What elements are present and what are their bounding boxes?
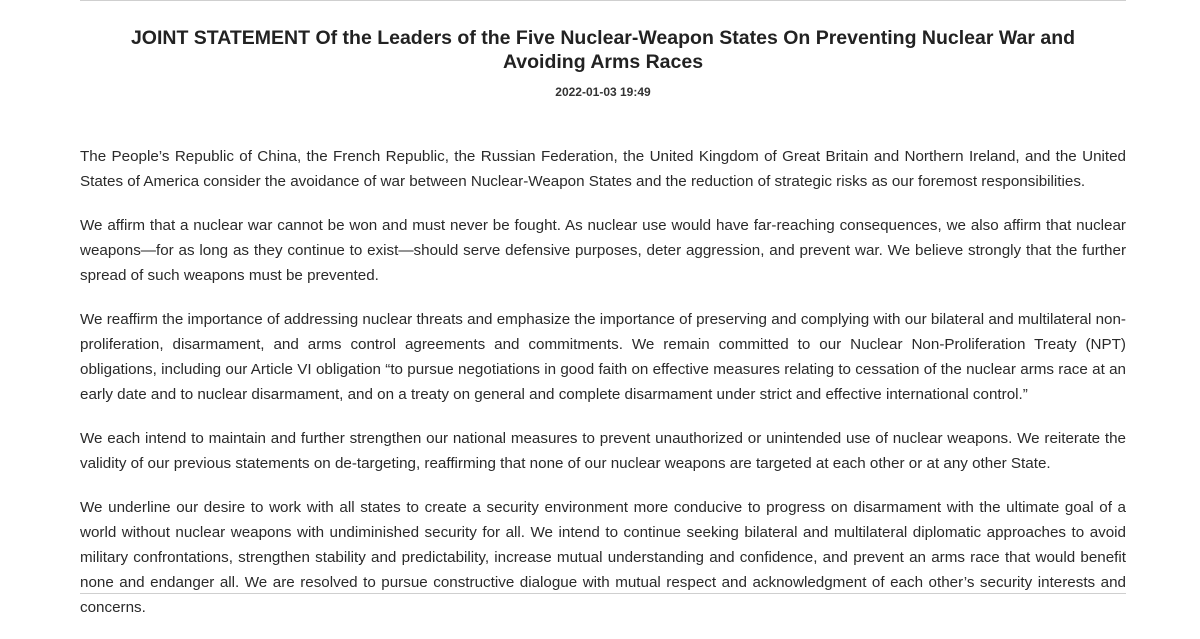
article-title: JOINT STATEMENT Of the Leaders of the Five Nuclear-Weapon States On Preventing Nuclear War and Avoiding Arms Races: [130, 27, 1076, 73]
top-divider: [80, 0, 1126, 1]
paragraph-3: We reaffirm the importance of addressing nuclear threats and emphasize the importance of preserving and complying with our bilateral and multilateral non-proliferation, disarmament, and arms control agreements and commitments. We remain committed to our Nuclear Non-Proliferation Treaty (NPT) obligations, including our Article VI obligation “to pursue negotiations in good faith on effective measures relating to cessation of the nuclear arms race at an early date and to nuclear disarmament, and on a treaty on general and complete disarmament under strict and effective international control.”: [80, 311, 1126, 403]
bottom-divider: [80, 593, 1126, 594]
paragraph-2: We affirm that a nuclear war cannot be won and must never be fought. As nuclear use would have far-reaching consequences, we also affirm that nuclear weapons—for as long as they continue to exist—should serve defensive purposes, deter aggression, and prevent war. We believe strongly that the further spread of such weapons must be prevented.: [80, 217, 1126, 284]
paragraph-1: The People’s Republic of China, the French Republic, the Russian Federation, the United Kingdom of Great Britain and Northern Ireland, and the United States of America consider the avoidance of war between Nuclear-Weapon States and the reduction of strategic risks as our foremost responsibilities.: [80, 148, 1126, 190]
paragraph-4: We each intend to maintain and further strengthen our national measures to prevent unauthorized or unintended use of nuclear weapons. We reiterate the validity of our previous statements on de-targeting, reaffirming that none of our nuclear weapons are targeted at each other or at any other State.: [80, 430, 1126, 472]
article-header: [80, 26, 1126, 99]
publish-date: 2022-01-03 19:49: [555, 85, 651, 99]
article-body: [80, 144, 1126, 639]
paragraph-5: We underline our desire to work with all states to create a security environment more conducive to progress on disarmament with the ultimate goal of a world without nuclear weapons with undiminished security for all. We intend to continue seeking bilateral and multilateral diplomatic approaches to avoid military confrontations, strengthen stability and predictability, increase mutual understanding and confidence, and prevent an arms race that would benefit none and endanger all. We are resolved to pursue constructive dialogue with mutual respect and acknowledgment of each other’s security interests and concerns.: [80, 499, 1126, 616]
